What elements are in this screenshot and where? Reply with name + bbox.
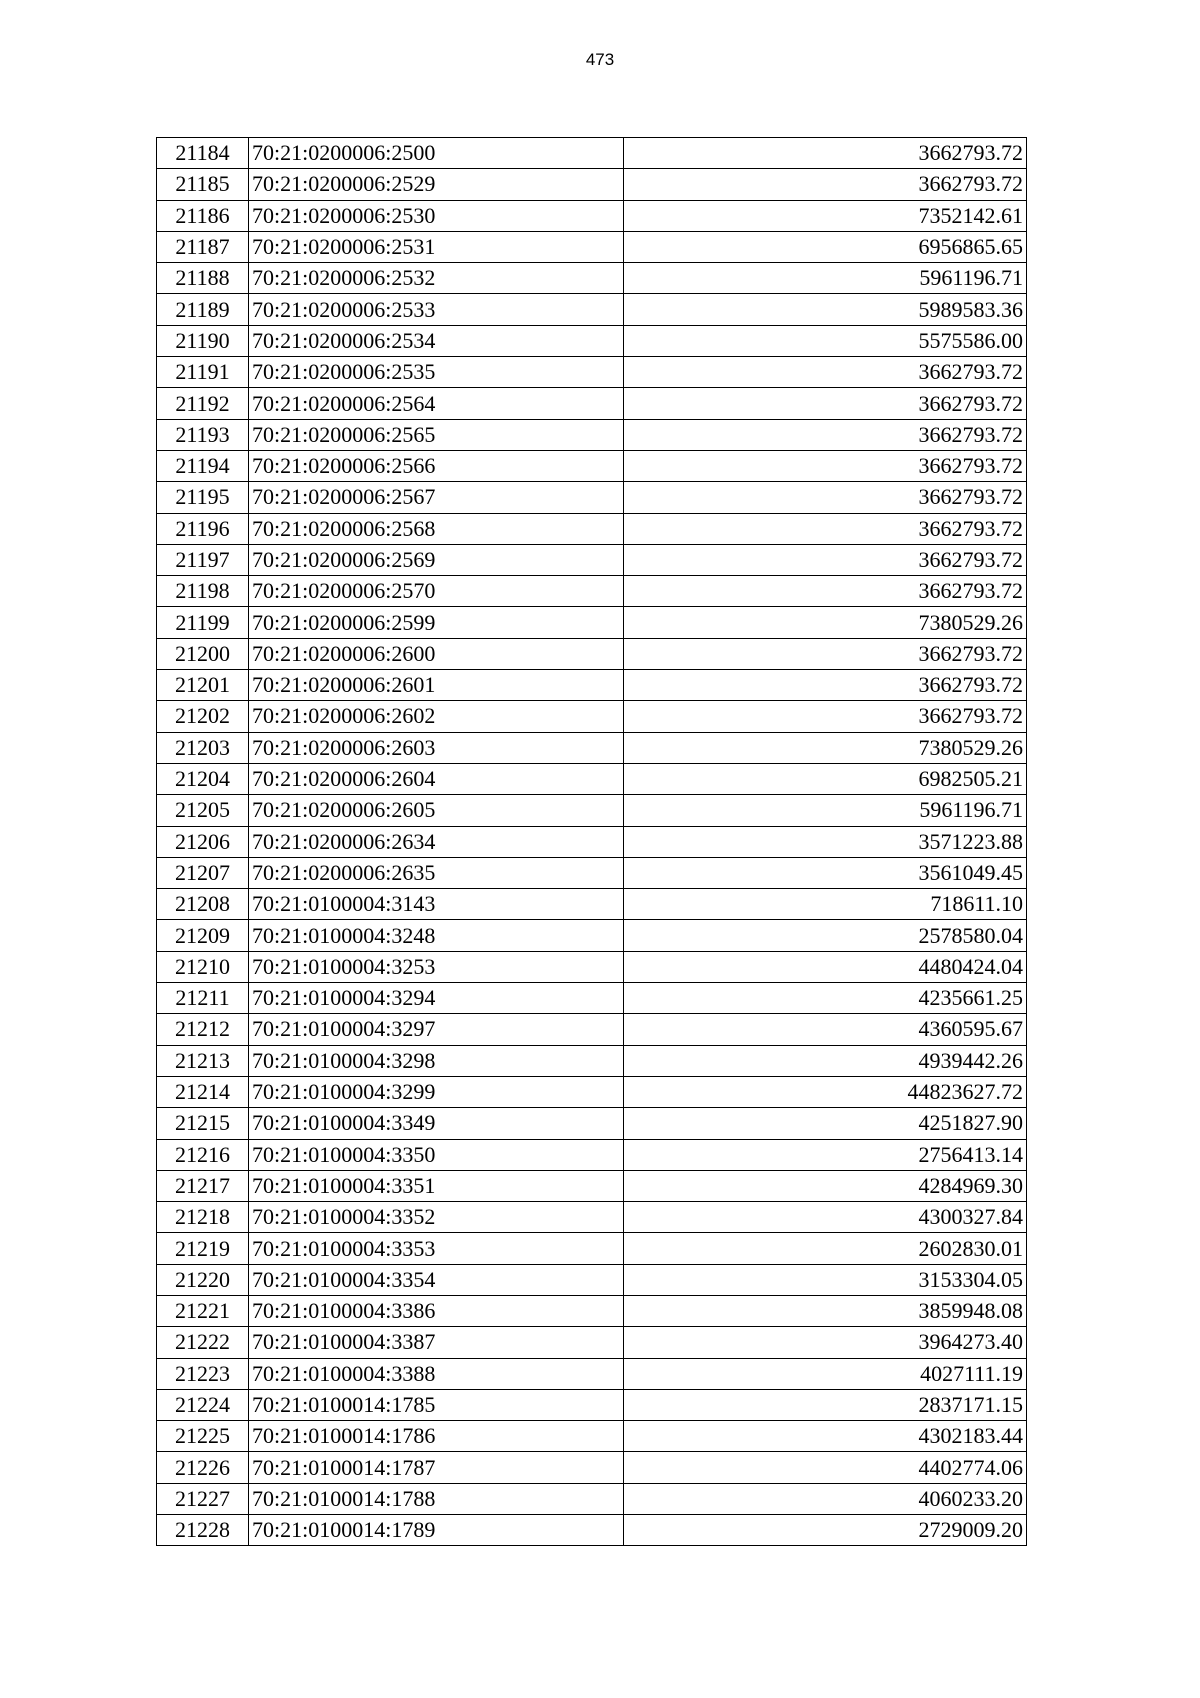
row-number-cell: 21218 bbox=[157, 1202, 249, 1233]
row-number-cell: 21228 bbox=[157, 1515, 249, 1546]
value-cell: 7380529.26 bbox=[624, 607, 1027, 638]
value-cell: 3662793.72 bbox=[624, 169, 1027, 200]
table-row bbox=[157, 1389, 1027, 1420]
row-number-cell: 21210 bbox=[157, 951, 249, 982]
table-row bbox=[157, 1045, 1027, 1076]
row-number-cell: 21200 bbox=[157, 638, 249, 669]
value-cell: 3662793.72 bbox=[624, 513, 1027, 544]
cadastral-number-cell: 70:21:0200006:2533 bbox=[249, 294, 624, 325]
table-row bbox=[157, 388, 1027, 419]
row-number-cell: 21209 bbox=[157, 920, 249, 951]
cadastral-number-cell: 70:21:0200006:2570 bbox=[249, 576, 624, 607]
value-cell: 3662793.72 bbox=[624, 670, 1027, 701]
cadastral-number-cell: 70:21:0200006:2604 bbox=[249, 763, 624, 794]
row-number-cell: 21220 bbox=[157, 1264, 249, 1295]
table-row bbox=[157, 1452, 1027, 1483]
row-number-cell: 21198 bbox=[157, 576, 249, 607]
row-number-cell: 21197 bbox=[157, 544, 249, 575]
row-number-cell: 21188 bbox=[157, 263, 249, 294]
value-cell: 4300327.84 bbox=[624, 1202, 1027, 1233]
row-number-cell: 21213 bbox=[157, 1045, 249, 1076]
table-row bbox=[157, 1108, 1027, 1139]
row-number-cell: 21219 bbox=[157, 1233, 249, 1264]
value-cell: 3662793.72 bbox=[624, 638, 1027, 669]
table-row bbox=[157, 200, 1027, 231]
row-number-cell: 21227 bbox=[157, 1483, 249, 1514]
cadastral-number-cell: 70:21:0100004:3353 bbox=[249, 1233, 624, 1264]
value-cell: 3153304.05 bbox=[624, 1264, 1027, 1295]
table-row bbox=[157, 482, 1027, 513]
row-number-cell: 21221 bbox=[157, 1295, 249, 1326]
cadastral-number-cell: 70:21:0200006:2529 bbox=[249, 169, 624, 200]
cadastral-number-cell: 70:21:0200006:2599 bbox=[249, 607, 624, 638]
table-row bbox=[157, 1327, 1027, 1358]
cadastral-number-cell: 70:21:0200006:2564 bbox=[249, 388, 624, 419]
cadastral-number-cell: 70:21:0100004:3143 bbox=[249, 889, 624, 920]
value-cell: 3662793.72 bbox=[624, 450, 1027, 481]
row-number-cell: 21187 bbox=[157, 231, 249, 262]
value-cell: 4302183.44 bbox=[624, 1421, 1027, 1452]
table-row bbox=[157, 1483, 1027, 1514]
cadastral-number-cell: 70:21:0200006:2569 bbox=[249, 544, 624, 575]
cadastral-number-cell: 70:21:0100004:3350 bbox=[249, 1139, 624, 1170]
table-row bbox=[157, 1233, 1027, 1264]
value-cell: 5961196.71 bbox=[624, 263, 1027, 294]
row-number-cell: 21203 bbox=[157, 732, 249, 763]
cadastral-number-cell: 70:21:0100014:1786 bbox=[249, 1421, 624, 1452]
table-row bbox=[157, 1421, 1027, 1452]
row-number-cell: 21212 bbox=[157, 1014, 249, 1045]
row-number-cell: 21196 bbox=[157, 513, 249, 544]
value-cell: 2837171.15 bbox=[624, 1389, 1027, 1420]
value-cell: 4284969.30 bbox=[624, 1170, 1027, 1201]
table-row bbox=[157, 169, 1027, 200]
table-row bbox=[157, 513, 1027, 544]
cadastral-number-cell: 70:21:0200006:2568 bbox=[249, 513, 624, 544]
cadastral-number-cell: 70:21:0200006:2531 bbox=[249, 231, 624, 262]
row-number-cell: 21214 bbox=[157, 1076, 249, 1107]
table-row bbox=[157, 607, 1027, 638]
table-row bbox=[157, 357, 1027, 388]
table-body bbox=[157, 138, 1027, 1546]
cadastral-number-cell: 70:21:0100004:3253 bbox=[249, 951, 624, 982]
cadastral-number-cell: 70:21:0200006:2635 bbox=[249, 857, 624, 888]
table-row bbox=[157, 138, 1027, 169]
row-number-cell: 21204 bbox=[157, 763, 249, 794]
value-cell: 3571223.88 bbox=[624, 826, 1027, 857]
cadastral-number-cell: 70:21:0200006:2605 bbox=[249, 795, 624, 826]
table-row bbox=[157, 951, 1027, 982]
value-cell: 3662793.72 bbox=[624, 544, 1027, 575]
value-cell: 5961196.71 bbox=[624, 795, 1027, 826]
cadastral-number-cell: 70:21:0200006:2566 bbox=[249, 450, 624, 481]
cadastral-number-cell: 70:21:0100004:3387 bbox=[249, 1327, 624, 1358]
table-row bbox=[157, 763, 1027, 794]
value-cell: 44823627.72 bbox=[624, 1076, 1027, 1107]
row-number-cell: 21195 bbox=[157, 482, 249, 513]
value-cell: 3859948.08 bbox=[624, 1295, 1027, 1326]
cadastral-number-cell: 70:21:0100004:3298 bbox=[249, 1045, 624, 1076]
value-cell: 4027111.19 bbox=[624, 1358, 1027, 1389]
value-cell: 4402774.06 bbox=[624, 1452, 1027, 1483]
cadastral-number-cell: 70:21:0200006:2565 bbox=[249, 419, 624, 450]
cadastral-number-cell: 70:21:0200006:2634 bbox=[249, 826, 624, 857]
value-cell: 4251827.90 bbox=[624, 1108, 1027, 1139]
row-number-cell: 21192 bbox=[157, 388, 249, 419]
value-cell: 5575586.00 bbox=[624, 325, 1027, 356]
table-row bbox=[157, 795, 1027, 826]
cadastral-number-cell: 70:21:0100004:3386 bbox=[249, 1295, 624, 1326]
table-row bbox=[157, 1014, 1027, 1045]
table-row bbox=[157, 1139, 1027, 1170]
table-row bbox=[157, 325, 1027, 356]
cadastral-number-cell: 70:21:0100014:1787 bbox=[249, 1452, 624, 1483]
value-cell: 7380529.26 bbox=[624, 732, 1027, 763]
cadastral-number-cell: 70:21:0100004:3388 bbox=[249, 1358, 624, 1389]
cadastral-number-cell: 70:21:0200006:2532 bbox=[249, 263, 624, 294]
row-number-cell: 21224 bbox=[157, 1389, 249, 1420]
row-number-cell: 21201 bbox=[157, 670, 249, 701]
value-cell: 3561049.45 bbox=[624, 857, 1027, 888]
cadastral-number-cell: 70:21:0100014:1785 bbox=[249, 1389, 624, 1420]
value-cell: 5989583.36 bbox=[624, 294, 1027, 325]
row-number-cell: 21205 bbox=[157, 795, 249, 826]
cadastral-number-cell: 70:21:0200006:2567 bbox=[249, 482, 624, 513]
value-cell: 2756413.14 bbox=[624, 1139, 1027, 1170]
row-number-cell: 21223 bbox=[157, 1358, 249, 1389]
table-row bbox=[157, 670, 1027, 701]
table-row bbox=[157, 701, 1027, 732]
table-row bbox=[157, 638, 1027, 669]
cadastral-number-cell: 70:21:0200006:2602 bbox=[249, 701, 624, 732]
table-row bbox=[157, 231, 1027, 262]
cadastral-number-cell: 70:21:0100004:3351 bbox=[249, 1170, 624, 1201]
table-row bbox=[157, 826, 1027, 857]
row-number-cell: 21190 bbox=[157, 325, 249, 356]
table-row bbox=[157, 1295, 1027, 1326]
value-cell: 2729009.20 bbox=[624, 1515, 1027, 1546]
value-cell: 3662793.72 bbox=[624, 482, 1027, 513]
table-row bbox=[157, 857, 1027, 888]
value-cell: 2578580.04 bbox=[624, 920, 1027, 951]
table-row bbox=[157, 1076, 1027, 1107]
value-cell: 7352142.61 bbox=[624, 200, 1027, 231]
cadastral-number-cell: 70:21:0200006:2500 bbox=[249, 138, 624, 169]
value-cell: 3662793.72 bbox=[624, 419, 1027, 450]
value-cell: 3662793.72 bbox=[624, 576, 1027, 607]
cadastral-number-cell: 70:21:0200006:2600 bbox=[249, 638, 624, 669]
row-number-cell: 21217 bbox=[157, 1170, 249, 1201]
value-cell: 3662793.72 bbox=[624, 357, 1027, 388]
value-cell: 2602830.01 bbox=[624, 1233, 1027, 1264]
row-number-cell: 21226 bbox=[157, 1452, 249, 1483]
cadastral-number-cell: 70:21:0100004:3299 bbox=[249, 1076, 624, 1107]
row-number-cell: 21186 bbox=[157, 200, 249, 231]
value-cell: 3662793.72 bbox=[624, 138, 1027, 169]
table-row bbox=[157, 576, 1027, 607]
table-row bbox=[157, 732, 1027, 763]
value-cell: 4235661.25 bbox=[624, 983, 1027, 1014]
cadastral-number-cell: 70:21:0100014:1789 bbox=[249, 1515, 624, 1546]
row-number-cell: 21202 bbox=[157, 701, 249, 732]
value-cell: 4060233.20 bbox=[624, 1483, 1027, 1514]
table-row bbox=[157, 544, 1027, 575]
cadastral-number-cell: 70:21:0100004:3354 bbox=[249, 1264, 624, 1295]
cadastral-number-cell: 70:21:0100014:1788 bbox=[249, 1483, 624, 1514]
table-row bbox=[157, 419, 1027, 450]
table-row bbox=[157, 450, 1027, 481]
data-table bbox=[156, 137, 1027, 1546]
cadastral-number-cell: 70:21:0100004:3294 bbox=[249, 983, 624, 1014]
value-cell: 3964273.40 bbox=[624, 1327, 1027, 1358]
cadastral-number-cell: 70:21:0200006:2601 bbox=[249, 670, 624, 701]
row-number-cell: 21193 bbox=[157, 419, 249, 450]
table-row bbox=[157, 1202, 1027, 1233]
row-number-cell: 21225 bbox=[157, 1421, 249, 1452]
value-cell: 4939442.26 bbox=[624, 1045, 1027, 1076]
cadastral-number-cell: 70:21:0200006:2530 bbox=[249, 200, 624, 231]
table-row bbox=[157, 889, 1027, 920]
cadastral-number-cell: 70:21:0200006:2603 bbox=[249, 732, 624, 763]
value-cell: 4360595.67 bbox=[624, 1014, 1027, 1045]
table-row bbox=[157, 1170, 1027, 1201]
cadastral-number-cell: 70:21:0100004:3352 bbox=[249, 1202, 624, 1233]
page-number: 473 bbox=[585, 50, 615, 69]
value-cell: 4480424.04 bbox=[624, 951, 1027, 982]
table-row bbox=[157, 294, 1027, 325]
table-row bbox=[157, 920, 1027, 951]
value-cell: 3662793.72 bbox=[624, 388, 1027, 419]
table-row bbox=[157, 1515, 1027, 1546]
cadastral-number-cell: 70:21:0200006:2534 bbox=[249, 325, 624, 356]
table-row bbox=[157, 983, 1027, 1014]
table-row bbox=[157, 1264, 1027, 1295]
value-cell: 718611.10 bbox=[624, 889, 1027, 920]
table-row bbox=[157, 1358, 1027, 1389]
table-row bbox=[157, 263, 1027, 294]
row-number-cell: 21216 bbox=[157, 1139, 249, 1170]
row-number-cell: 21211 bbox=[157, 983, 249, 1014]
row-number-cell: 21199 bbox=[157, 607, 249, 638]
row-number-cell: 21215 bbox=[157, 1108, 249, 1139]
row-number-cell: 21191 bbox=[157, 357, 249, 388]
row-number-cell: 21222 bbox=[157, 1327, 249, 1358]
cadastral-number-cell: 70:21:0100004:3248 bbox=[249, 920, 624, 951]
value-cell: 6982505.21 bbox=[624, 763, 1027, 794]
row-number-cell: 21184 bbox=[157, 138, 249, 169]
row-number-cell: 21207 bbox=[157, 857, 249, 888]
value-cell: 6956865.65 bbox=[624, 231, 1027, 262]
cadastral-number-cell: 70:21:0200006:2535 bbox=[249, 357, 624, 388]
value-cell: 3662793.72 bbox=[624, 701, 1027, 732]
row-number-cell: 21208 bbox=[157, 889, 249, 920]
cadastral-number-cell: 70:21:0100004:3297 bbox=[249, 1014, 624, 1045]
row-number-cell: 21206 bbox=[157, 826, 249, 857]
row-number-cell: 21189 bbox=[157, 294, 249, 325]
cadastral-number-cell: 70:21:0100004:3349 bbox=[249, 1108, 624, 1139]
row-number-cell: 21185 bbox=[157, 169, 249, 200]
row-number-cell: 21194 bbox=[157, 450, 249, 481]
